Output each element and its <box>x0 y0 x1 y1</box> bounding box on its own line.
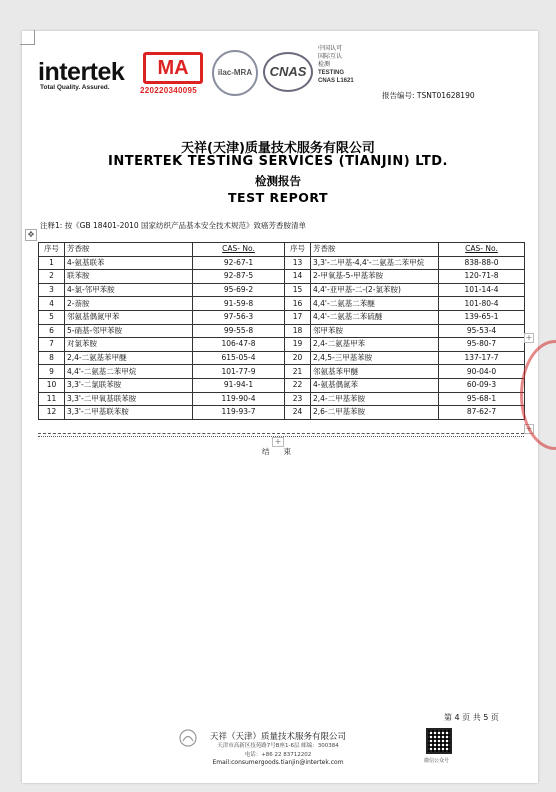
amine-name-right: 邻甲苯胺 <box>311 324 439 338</box>
ilac-mra-logo: ilac-MRA <box>212 50 258 96</box>
cas-number-right: 139-65-1 <box>439 310 525 324</box>
row-number-left: 4 <box>39 297 65 311</box>
wechat-qr-code <box>426 728 452 754</box>
amine-name-left: 3,3'-二甲基联苯胺 <box>65 406 193 420</box>
row-number-right: 15 <box>285 283 311 297</box>
ma-number: 220220340095 <box>140 86 197 95</box>
cas-number-left: 92-87-5 <box>193 270 285 284</box>
footer-email: Email:consumergoods.tianjin@intertek.com <box>212 759 344 766</box>
table-row <box>39 270 525 284</box>
cas-number-left: 119-93-7 <box>193 406 285 420</box>
row-number-left: 9 <box>39 365 65 379</box>
footer-address: 天津市高新区技苑路7号B座1-6层 邮编：300384 <box>217 743 339 749</box>
table-row <box>39 351 525 365</box>
amine-name-right: 4,4'-二氨基二苯醚 <box>311 297 439 311</box>
cas-number-right: 137-17-7 <box>439 351 525 365</box>
cas-number-left: 615-05-4 <box>193 351 285 365</box>
amine-name-left: 联苯胺 <box>65 270 193 284</box>
table-row <box>39 297 525 311</box>
amine-name-left: 4-氨基联苯 <box>65 256 193 270</box>
end-divider <box>38 436 524 437</box>
amine-name-left: 邻氨基偶氮甲苯 <box>65 310 193 324</box>
amine-name-right: 2,6-二甲基苯胺 <box>311 406 439 420</box>
cnas-accreditation-text: 中国认可 国际互认 检测 TESTING CNAS L1621 <box>318 45 354 84</box>
table-header-row <box>39 243 525 257</box>
cas-number-right: 87-62-7 <box>439 406 525 420</box>
amine-name-left: 4,4'-二氨基二苯甲烷 <box>65 365 193 379</box>
header-no-left: 序号 <box>39 243 65 257</box>
cas-number-right: 95-53-4 <box>439 324 525 338</box>
table-add-row-icon[interactable]: + <box>525 333 533 342</box>
amine-name-right: 2,4-二甲基苯胺 <box>311 392 439 406</box>
cas-number-left: 91-59-8 <box>193 297 285 311</box>
row-number-right: 14 <box>285 270 311 284</box>
row-number-right: 18 <box>285 324 311 338</box>
row-number-right: 16 <box>285 297 311 311</box>
cas-number-right: 101-14-4 <box>439 283 525 297</box>
header-cas-right: CAS- No. <box>439 243 525 257</box>
footer-company-name: 天祥（天津）质量技术服务有限公司 <box>209 732 346 742</box>
cas-number-right: 90-04-0 <box>439 365 525 379</box>
cas-number-left: 92-67-1 <box>193 256 285 270</box>
page-number: 第 4 页 共 5 页 <box>444 713 499 722</box>
amine-name-left: 对氯苯胺 <box>65 338 193 352</box>
company-name-en: INTERTEK TESTING SERVICES (TIANJIN) LTD. <box>108 154 448 169</box>
table-row <box>39 392 525 406</box>
row-number-right: 19 <box>285 338 311 352</box>
amine-name-right: 邻氨基苯甲醚 <box>311 365 439 379</box>
page-corner-mark <box>20 30 35 45</box>
table-row <box>39 310 525 324</box>
cas-number-left: 99-55-8 <box>193 324 285 338</box>
aromatic-amines-table <box>38 242 525 420</box>
table-move-handle-icon[interactable]: ✥ <box>25 229 37 241</box>
row-number-left: 3 <box>39 283 65 297</box>
cas-number-right: 95-68-1 <box>439 392 525 406</box>
cas-number-right: 60-09-3 <box>439 378 525 392</box>
row-number-right: 17 <box>285 310 311 324</box>
amine-name-right: 2,4,5-三甲基苯胺 <box>311 351 439 365</box>
header-name-left: 芳香胺 <box>65 243 193 257</box>
cas-number-left: 119-90-4 <box>193 392 285 406</box>
amine-name-left: 5-硝基-邻甲苯胺 <box>65 324 193 338</box>
report-title-zh: 检测报告 <box>255 174 301 188</box>
end-divider <box>38 433 524 434</box>
row-number-left: 1 <box>39 256 65 270</box>
row-number-right: 23 <box>285 392 311 406</box>
table-row <box>39 338 525 352</box>
amine-name-right: 4,4'-亚甲基-二-(2-氯苯胺) <box>311 283 439 297</box>
amine-name-right: 2,4-二氨基甲苯 <box>311 338 439 352</box>
row-number-right: 13 <box>285 256 311 270</box>
row-number-left: 10 <box>39 378 65 392</box>
cas-number-left: 101-77-9 <box>193 365 285 379</box>
table-row <box>39 365 525 379</box>
table-add-column-icon[interactable]: + <box>272 437 284 447</box>
ma-certification-logo: MA <box>143 52 203 84</box>
amine-name-left: 3,3'-二氯联苯胺 <box>65 378 193 392</box>
report-number: 报告编号: TSNT01628190 <box>382 91 475 100</box>
row-number-right: 22 <box>285 378 311 392</box>
report-title-en: TEST REPORT <box>228 190 328 205</box>
cas-number-left: 106-47-8 <box>193 338 285 352</box>
intertek-logo: intertek <box>38 58 125 86</box>
amine-name-left: 2-萘胺 <box>65 297 193 311</box>
table-add-row-icon[interactable]: + <box>525 424 533 433</box>
row-number-left: 6 <box>39 324 65 338</box>
amine-name-right: 4-氨基偶氮苯 <box>311 378 439 392</box>
table-row <box>39 378 525 392</box>
amine-name-right: 4,4'-二氨基二苯硫醚 <box>311 310 439 324</box>
table-row <box>39 324 525 338</box>
row-number-right: 21 <box>285 365 311 379</box>
header-name-right: 芳香胺 <box>311 243 439 257</box>
row-number-left: 12 <box>39 406 65 420</box>
cas-number-right: 120-71-8 <box>439 270 525 284</box>
qr-label: 微信公众号 <box>424 758 450 764</box>
table-note: 注释1: 按《GB 18401-2010 国家纺织产品基本安全技术规范》致癌芳香胺清单 <box>40 221 307 230</box>
cas-number-right: 101-80-4 <box>439 297 525 311</box>
logo-tagline: Total Quality. Assured. <box>40 84 110 91</box>
row-number-left: 7 <box>39 338 65 352</box>
row-number-left: 8 <box>39 351 65 365</box>
cas-number-left: 97-56-3 <box>193 310 285 324</box>
row-number-left: 11 <box>39 392 65 406</box>
table-row <box>39 283 525 297</box>
cnas-logo: CNAS <box>263 52 313 92</box>
cas-number-left: 95-69-2 <box>193 283 285 297</box>
amine-name-left: 2,4-二氨基苯甲醚 <box>65 351 193 365</box>
cas-number-left: 91-94-1 <box>193 378 285 392</box>
cas-number-right: 95-80-7 <box>439 338 525 352</box>
end-marker: 结束 <box>262 447 305 456</box>
amine-name-left: 3,3'-二甲氧基联苯胺 <box>65 392 193 406</box>
cas-number-right: 838-88-0 <box>439 256 525 270</box>
table-row <box>39 406 525 420</box>
row-number-right: 20 <box>285 351 311 365</box>
amine-name-right: 3,3'-二甲基-4,4'-二氨基二苯甲烷 <box>311 256 439 270</box>
company-name-zh: 天祥(天津)质量技术服务有限公司 <box>181 141 375 156</box>
amine-name-left: 4-氯-邻甲苯胺 <box>65 283 193 297</box>
row-number-right: 24 <box>285 406 311 420</box>
header-no-right: 序号 <box>285 243 311 257</box>
header-cas-left: CAS- No. <box>193 243 285 257</box>
row-number-left: 2 <box>39 270 65 284</box>
amine-name-right: 2-甲氧基-5-甲基苯胺 <box>311 270 439 284</box>
table-row <box>39 256 525 270</box>
row-number-left: 5 <box>39 310 65 324</box>
footer-telephone: 电话：+86 22 83712202 <box>244 752 312 758</box>
